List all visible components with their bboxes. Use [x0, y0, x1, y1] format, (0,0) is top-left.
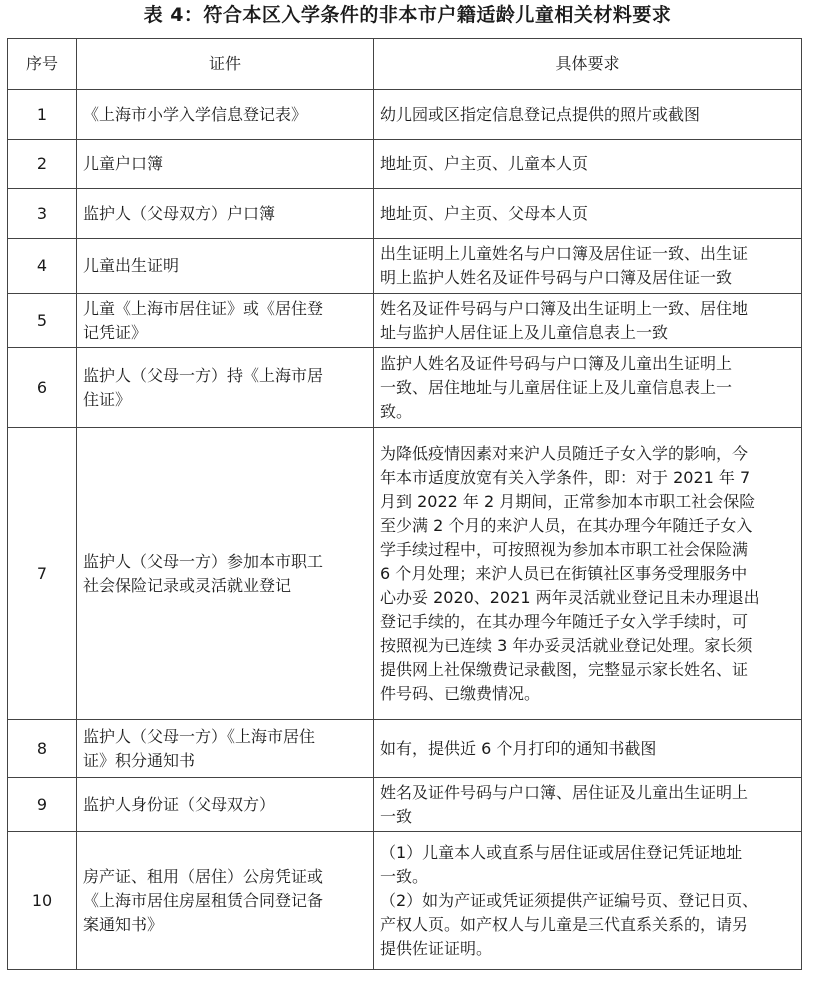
row-num: 5 [8, 294, 77, 348]
table-header-row [8, 39, 802, 90]
row-req: 地址页、户主页、儿童本人页 [374, 140, 802, 189]
table-row [8, 239, 802, 294]
row-cert: 房产证、租用（居住）公房凭证或 《上海市居住房屋租赁合同登记备 案通知书》 [77, 832, 374, 970]
row-cert: 儿童出生证明 [77, 239, 374, 294]
requirements-table [7, 38, 802, 970]
row-req: 姓名及证件号码与户口簿、居住证及儿童出生证明上 一致 [374, 778, 802, 832]
row-req: 出生证明上儿童姓名与户口簿及居住证一致、出生证 明上监护人姓名及证件号码与户口簿及居住证一致 [374, 239, 802, 294]
table-row [8, 720, 802, 778]
row-cert: 监护人（父母一方）参加本市职工 社会保险记录或灵活就业登记 [77, 428, 374, 720]
row-num: 10 [8, 832, 77, 970]
row-cert: 监护人（父母双方）户口簿 [77, 189, 374, 239]
table-row [8, 832, 802, 970]
row-num: 8 [8, 720, 77, 778]
row-num: 9 [8, 778, 77, 832]
row-req: 幼儿园或区指定信息登记点提供的照片或截图 [374, 90, 802, 140]
row-cert: 儿童《上海市居住证》或《居住登 记凭证》 [77, 294, 374, 348]
row-cert: 监护人身份证（父母双方） [77, 778, 374, 832]
row-req: 如有，提供近 6 个月打印的通知书截图 [374, 720, 802, 778]
row-req: （1）儿童本人或直系与居住证或居住登记凭证地址 一致。 （2）如为产证或凭证须提供产证编号页、登记日页、 产权人页。如产权人与儿童是三代直系关系的，请另 提供佐证证明。 [374, 832, 802, 970]
table-row [8, 778, 802, 832]
header-req: 具体要求 [374, 39, 802, 90]
row-num: 7 [8, 428, 77, 720]
row-num: 3 [8, 189, 77, 239]
row-num: 1 [8, 90, 77, 140]
row-cert: 监护人（父母一方）持《上海市居 住证》 [77, 348, 374, 428]
row-cert: 儿童户口簿 [77, 140, 374, 189]
row-req: 姓名及证件号码与户口簿及出生证明上一致、居住地 址与监护人居住证上及儿童信息表上一致 [374, 294, 802, 348]
table-row [8, 428, 802, 720]
row-cert: 《上海市小学入学信息登记表》 [77, 90, 374, 140]
table-row [8, 348, 802, 428]
header-num: 序号 [8, 39, 77, 90]
table-row [8, 294, 802, 348]
row-num: 4 [8, 239, 77, 294]
row-cert: 监护人（父母一方）《上海市居住 证》积分通知书 [77, 720, 374, 778]
row-num: 2 [8, 140, 77, 189]
table-row [8, 140, 802, 189]
row-req: 地址页、户主页、父母本人页 [374, 189, 802, 239]
header-cert: 证件 [77, 39, 374, 90]
row-req: 监护人姓名及证件号码与户口簿及儿童出生证明上 一致、居住地址与儿童居住证上及儿童信息表上一 致。 [374, 348, 802, 428]
row-num: 6 [8, 348, 77, 428]
table-title: 表 4：符合本区入学条件的非本市户籍适龄儿童相关材料要求 [143, 4, 672, 26]
table-row [8, 189, 802, 239]
row-req: 为降低疫情因素对来沪人员随迁子女入学的影响，今 年本市适度放宽有关入学条件，即：对于 2021 年 7 月到 2022 年 2 月期间，正常参加本市职工社会保险 至少满 2 个月的来沪人员，在其办理今年随迁子女入 学手续过程中，可按照视为参加本市职工社会保险满 6 个月处理；来沪人员已在街镇社区事务受理服务中 心办妥 2020、2021 两年灵活就业登记且未办理退出 登记手续的，在其办理今年随迁子女入学手续时，可 按照视为已连续 3 年办妥灵活就业登记处理。家长须 提供网上社保缴费记录截图，完整显示家长姓名、证 件号码、已缴费情况。 [374, 428, 802, 720]
table-row [8, 90, 802, 140]
